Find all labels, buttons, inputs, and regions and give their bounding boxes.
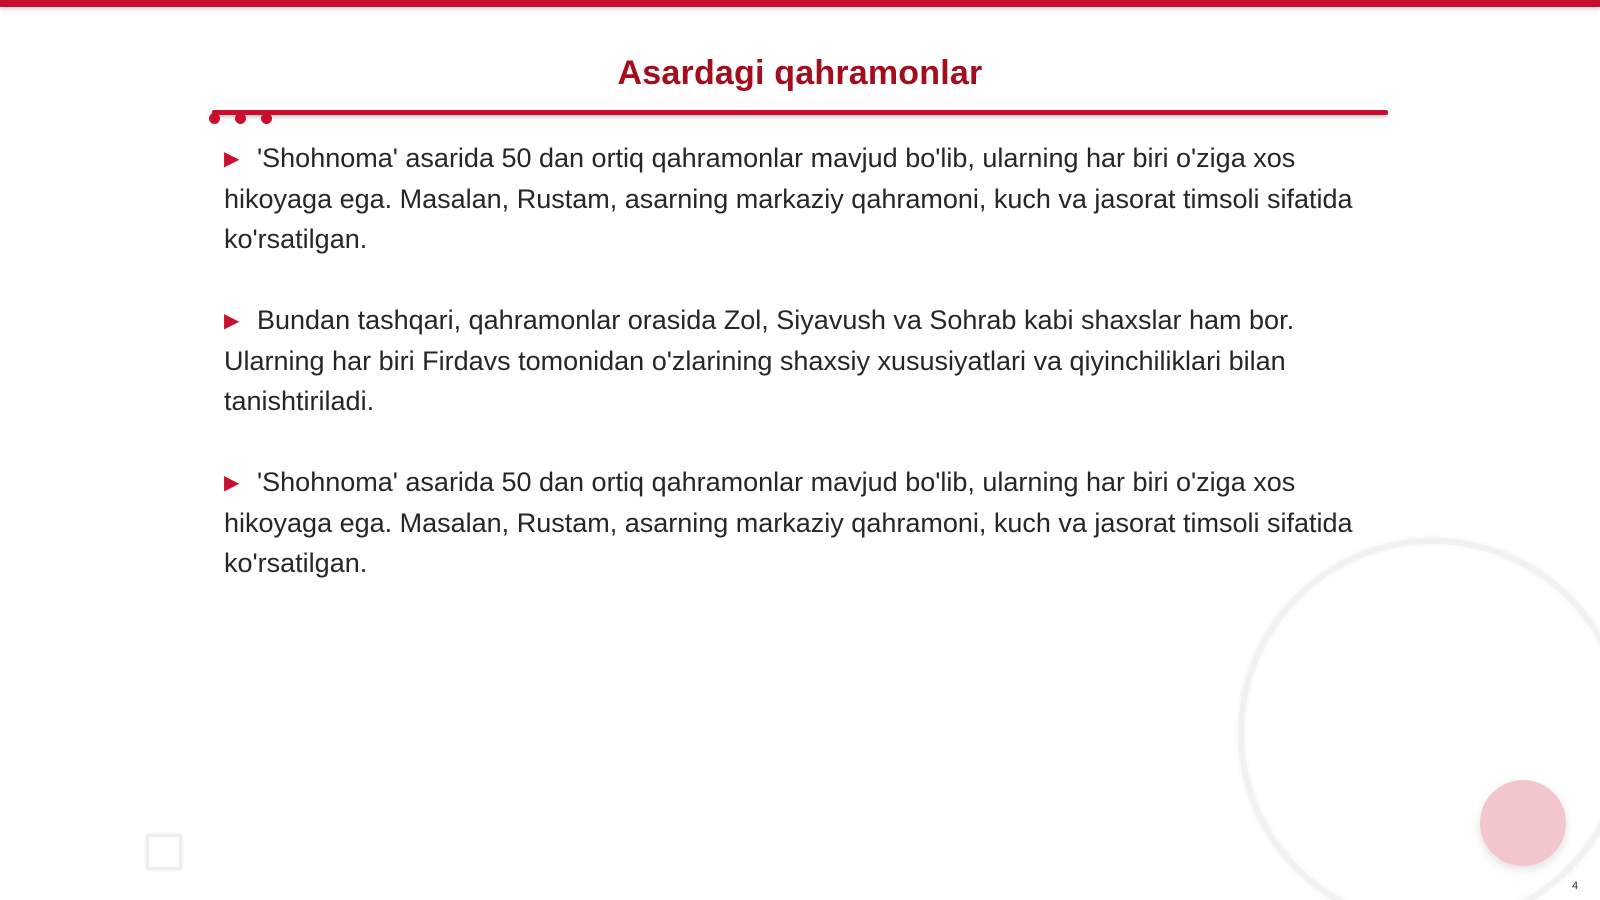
slide-title: Asardagi qahramonlar	[617, 54, 983, 92]
bullet-text: 'Shohnoma' asarida 50 dan ortiq qahramonlar mavjud bo'lib, ularning har biri o'ziga xos hikoyaga ega. Masalan, Rustam, asarning markaziy qahramoni, kuch va jasorat timsoli sifatida ko'rsatilgan.	[224, 143, 1353, 254]
bullet-text: 'Shohnoma' asarida 50 dan ortiq qahramonlar mavjud bo'lib, ularning har biri o'ziga xos hikoyaga ega. Masalan, Rustam, asarning markaziy qahramoni, kuch va jasorat timsoli sifatida ko'rsatilgan.	[224, 467, 1353, 578]
decor-dot	[209, 113, 220, 124]
title-underline	[212, 110, 1388, 115]
decor-dot	[235, 113, 246, 124]
bullet-list	[224, 138, 1354, 624]
decor-dot	[261, 113, 272, 124]
bullet-item	[224, 300, 1354, 421]
top-accent-bar	[0, 0, 1600, 7]
decor-circle	[1480, 780, 1566, 866]
triangle-bullet-icon: ▶	[224, 310, 240, 332]
bullet-text: Bundan tashqari, qahramonlar orasida Zol, Siyavush va Sohrab kabi shaxslar ham bor. Ularning har biri Firdavs tomonidan o'zlarining shaxsiy xususiyatlari va qiyinchiliklari bilan tanishtiriladi.	[224, 305, 1295, 416]
triangle-bullet-icon: ▶	[224, 472, 240, 494]
bullet-item	[224, 138, 1354, 259]
bullet-item	[224, 462, 1354, 583]
decor-square	[146, 834, 182, 870]
page-number: 4	[1571, 880, 1579, 892]
triangle-bullet-icon: ▶	[224, 148, 240, 170]
